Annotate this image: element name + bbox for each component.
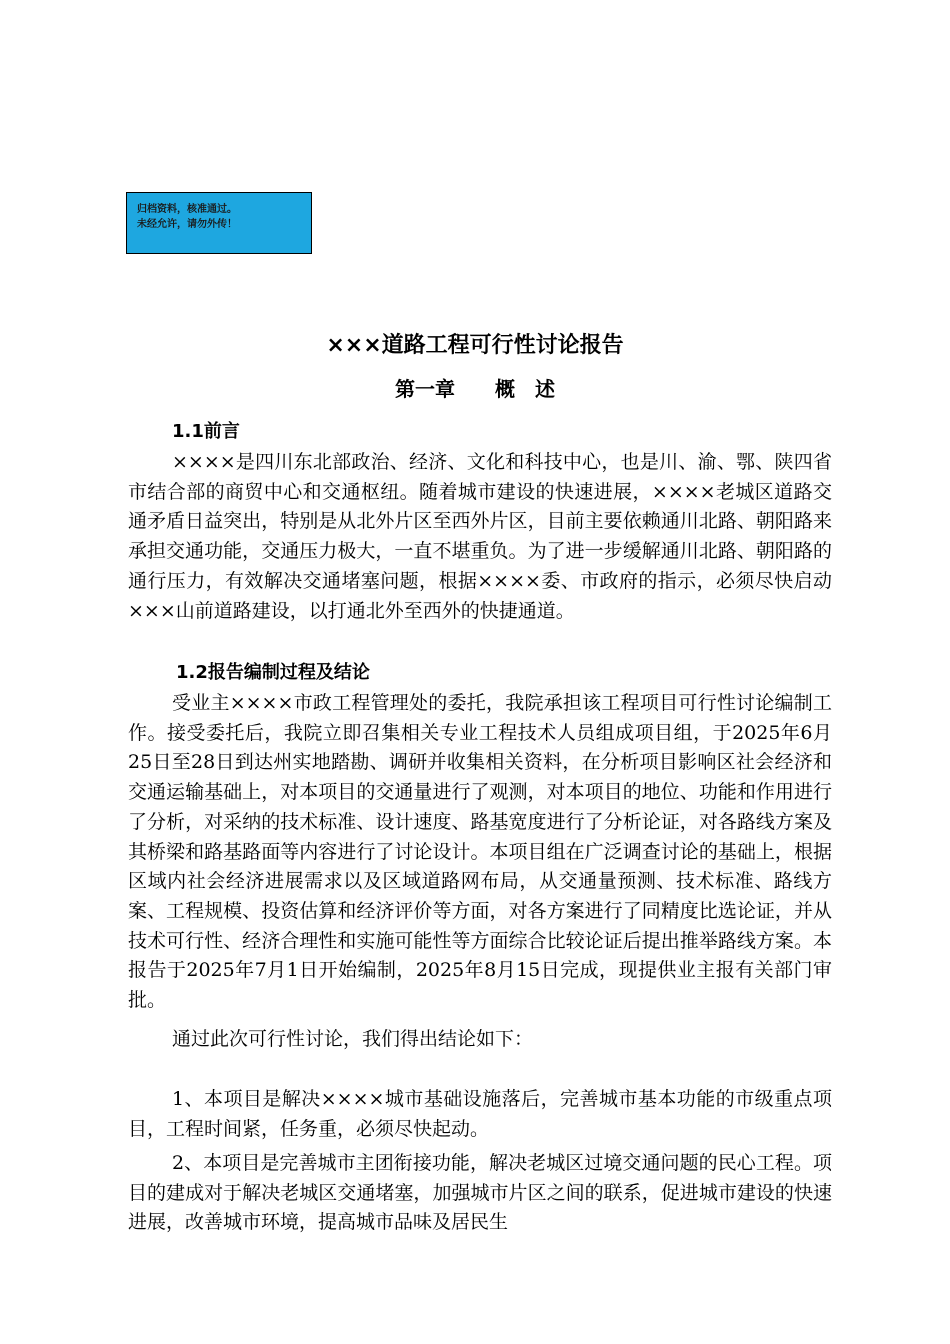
stamp-line-2: 未经允许，请勿外传！ <box>137 219 237 230</box>
section-heading-1-1: 1.1前言 <box>172 421 240 442</box>
paragraph-conclusion-1: 1、本项目是解决××××城市基础设施落后，完善城市基本功能的市级重点项目，工程时间紧，任务重，必须尽快起动。 <box>128 1088 832 1140</box>
chapter-title: 第一章 概 述 <box>395 377 555 401</box>
stamp-line-1: 归档资料，核准通过。 <box>137 204 237 215</box>
paragraph-conclusion-2: 2、本项目是完善城市主团衔接功能，解决老城区过境交通问题的民心工程。项目的建成对于解决老城区交通堵塞，加强城市片区之间的联系，促进城市建设的快速进展，改善城市环境，提高城市品味及居民生 <box>128 1152 832 1234</box>
paragraph-conclusion-intro: 通过此次可行性讨论，我们得出结论如下： <box>172 1028 534 1050</box>
paragraph-compilation-process: 受业主××××市政工程管理处的委托，我院承担该工程项目可行性讨论编制工作。接受委托后，我院立即召集相关专业工程技术人员组成项目组，于2025年6月25日至28日到达州实地踏勘、调研并收集相关资料，在分析项目影响区社会经济和交通运输基础上，对本项目的交通量进行了观测，对本项目的地位、功能和作用进行了分析，对采纳的技术标准、设计速度、路基宽度进行了分析论证，对各路线方案及其桥梁和路基路面等内容进行了讨论设计。本项目组在广泛调查讨论的基础上，根据区域内社会经济进展需求以及区域道路网布局，从交通量预测、技术标准、路线方案、工程规模、投资估算和经济评价等方面，对各方案进行了同精度比选论证，并从技术可行性、经济合理性和实施可能性等方面综合比较论证后提出推举路线方案。本报告于2025年7月1日开始编制，2025年8月15日完成，现提供业主报有关部门审批。 <box>128 692 832 1012</box>
document-title: ×××道路工程可行性讨论报告 <box>326 333 624 358</box>
paragraph-preface: ××××是四川东北部政治、经济、文化和科技中心，也是川、渝、鄂、陕四省市结合部的商贸中心和交通枢纽。随着城市建设的快速进展，××××老城区道路交通矛盾日益突出，特别是从北外片区至西外片区，目前主要依赖通川北路、朝阳路来承担交通功能，交通压力极大，一直不堪重负。为了进一步缓解通川北路、朝阳路的通行压力，有效解决交通堵塞问题，根据××××委、市政府的指示，必须尽快启动×××山前道路建设，以打通北外至西外的快捷通道。 <box>128 451 832 622</box>
archive-stamp <box>126 192 312 254</box>
section-heading-1-2: 1.2报告编制过程及结论 <box>176 662 370 683</box>
